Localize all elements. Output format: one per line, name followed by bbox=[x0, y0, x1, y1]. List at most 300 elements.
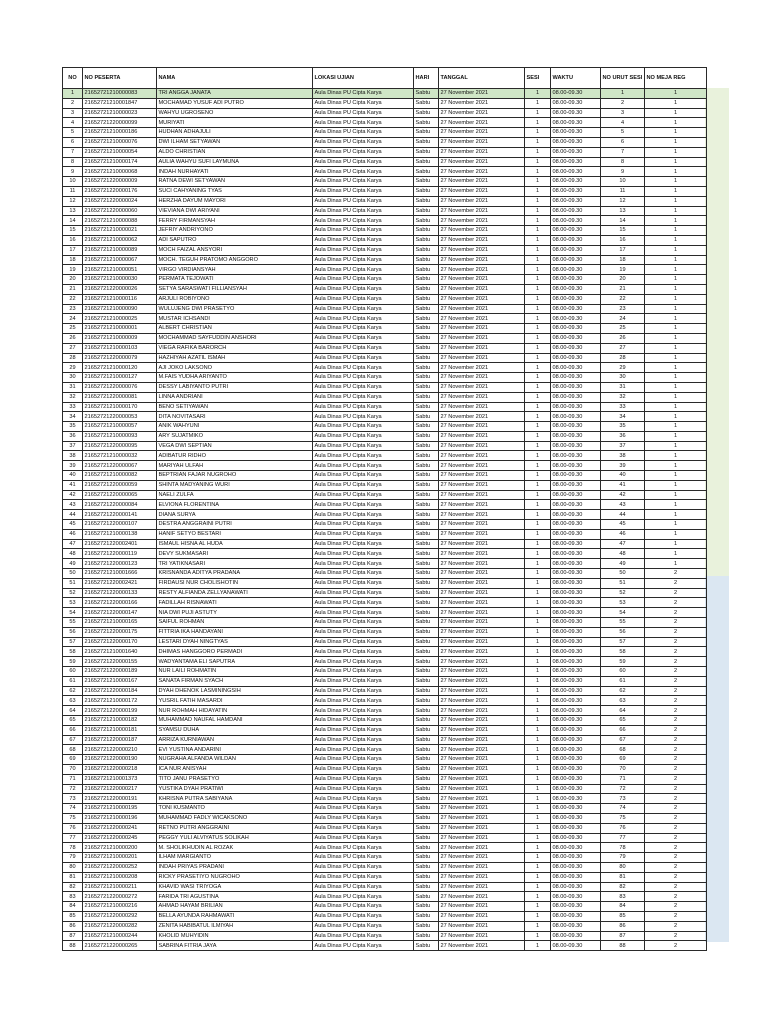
cell-hari: Sabtu bbox=[414, 725, 439, 735]
cell-tanggal: 27 November 2021 bbox=[439, 941, 525, 951]
cell-no-peserta: 21652721210000009 bbox=[83, 333, 157, 343]
cell-lokasi-ujian: Aula Dinas PU Cipta Karya bbox=[313, 490, 414, 500]
cell-nama: ANIK WAHYUNI bbox=[157, 422, 313, 432]
cell-sesi: 1 bbox=[525, 471, 551, 481]
cell-hari: Sabtu bbox=[414, 755, 439, 765]
cell-no-urut-sesi: 16 bbox=[601, 235, 645, 245]
table-row bbox=[63, 324, 707, 334]
table-row bbox=[63, 177, 707, 187]
cell-no-peserta: 21652721220000176 bbox=[83, 186, 157, 196]
cell-no-meja-reg: 1 bbox=[645, 559, 707, 569]
cell-hari: Sabtu bbox=[414, 559, 439, 569]
cell-no-peserta: 21652721220000155 bbox=[83, 657, 157, 667]
cell-waktu: 08.00-09.30 bbox=[551, 304, 601, 314]
cell-no-meja-reg: 1 bbox=[645, 147, 707, 157]
table-row bbox=[63, 137, 707, 147]
cell-no-peserta: 21652721220000067 bbox=[83, 461, 157, 471]
cell-no-meja-reg: 1 bbox=[645, 431, 707, 441]
table-row bbox=[63, 598, 707, 608]
cell-waktu: 08.00-09.30 bbox=[551, 412, 601, 422]
cell-no-peserta: 21652721210000200 bbox=[83, 843, 157, 853]
cell-lokasi-ujian: Aula Dinas PU Cipta Karya bbox=[313, 618, 414, 628]
cell-no: 25 bbox=[63, 324, 83, 334]
cell-lokasi-ujian: Aula Dinas PU Cipta Karya bbox=[313, 647, 414, 657]
cell-no: 69 bbox=[63, 755, 83, 765]
cell-lokasi-ujian: Aula Dinas PU Cipta Karya bbox=[313, 363, 414, 373]
cell-lokasi-ujian: Aula Dinas PU Cipta Karya bbox=[313, 294, 414, 304]
cell-waktu: 08.00-09.30 bbox=[551, 422, 601, 432]
cell-no-peserta: 21652721210001373 bbox=[83, 774, 157, 784]
cell-no-meja-reg: 1 bbox=[645, 392, 707, 402]
cell-hari: Sabtu bbox=[414, 265, 439, 275]
cell-no: 24 bbox=[63, 314, 83, 324]
cell-hari: Sabtu bbox=[414, 706, 439, 716]
cell-no-urut-sesi: 34 bbox=[601, 412, 645, 422]
cell-sesi: 1 bbox=[525, 931, 551, 941]
header-sesi: SESI bbox=[525, 68, 551, 89]
cell-lokasi-ujian: Aula Dinas PU Cipta Karya bbox=[313, 431, 414, 441]
cell-tanggal: 27 November 2021 bbox=[439, 755, 525, 765]
cell-no: 58 bbox=[63, 647, 83, 657]
cell-waktu: 08.00-09.30 bbox=[551, 255, 601, 265]
cell-no-peserta: 21652721210000001 bbox=[83, 324, 157, 334]
cell-no-meja-reg: 1 bbox=[645, 265, 707, 275]
cell-nama: YUSRIL FATIH MASARDI bbox=[157, 696, 313, 706]
cell-no-urut-sesi: 36 bbox=[601, 431, 645, 441]
cell-nama: MUSTAR ICHSANDI bbox=[157, 314, 313, 324]
cell-hari: Sabtu bbox=[414, 245, 439, 255]
cell-tanggal: 27 November 2021 bbox=[439, 872, 525, 882]
cell-nama: MOCH. TEGUH PRATOMO ANGGORO bbox=[157, 255, 313, 265]
cell-no: 47 bbox=[63, 539, 83, 549]
table-row bbox=[63, 559, 707, 569]
header-no: NO bbox=[63, 68, 83, 89]
cell-nama: DITA NOVITASARI bbox=[157, 412, 313, 422]
cell-no-peserta: 21652721210000167 bbox=[83, 676, 157, 686]
cell-hari: Sabtu bbox=[414, 461, 439, 471]
cell-nama: ARRIZA KURNIAWAN bbox=[157, 735, 313, 745]
cell-sesi: 1 bbox=[525, 892, 551, 902]
cell-no-urut-sesi: 29 bbox=[601, 363, 645, 373]
cell-waktu: 08.00-09.30 bbox=[551, 598, 601, 608]
cell-nama: WADYANTAMA ELI SAPUTRA bbox=[157, 657, 313, 667]
cell-tanggal: 27 November 2021 bbox=[439, 255, 525, 265]
cell-lokasi-ujian: Aula Dinas PU Cipta Karya bbox=[313, 539, 414, 549]
cell-tanggal: 27 November 2021 bbox=[439, 823, 525, 833]
cell-waktu: 08.00-09.30 bbox=[551, 98, 601, 108]
cell-no-urut-sesi: 81 bbox=[601, 872, 645, 882]
cell-no-peserta: 21652721210000172 bbox=[83, 696, 157, 706]
cell-no: 75 bbox=[63, 813, 83, 823]
cell-tanggal: 27 November 2021 bbox=[439, 461, 525, 471]
table-row bbox=[63, 823, 707, 833]
cell-no-peserta: 21652721210000030 bbox=[83, 275, 157, 285]
cell-tanggal: 27 November 2021 bbox=[439, 608, 525, 618]
cell-no-meja-reg: 2 bbox=[645, 676, 707, 686]
cell-no-meja-reg: 1 bbox=[645, 422, 707, 432]
cell-nama: SHINTA MADYANING WURI bbox=[157, 480, 313, 490]
cell-no: 86 bbox=[63, 921, 83, 931]
cell-nama: DESSY LABIYANTO PUTRI bbox=[157, 382, 313, 392]
table-row bbox=[63, 147, 707, 157]
cell-no-meja-reg: 2 bbox=[645, 745, 707, 755]
cell-hari: Sabtu bbox=[414, 588, 439, 598]
cell-no-urut-sesi: 86 bbox=[601, 921, 645, 931]
table-row bbox=[63, 529, 707, 539]
cell-nama: RESTY ALFIANDA ZELLYANAWATI bbox=[157, 588, 313, 598]
cell-no: 48 bbox=[63, 549, 83, 559]
cell-nama: TRI YATIKNASARI bbox=[157, 559, 313, 569]
cell-nama: ALDO CHRISTIAN bbox=[157, 147, 313, 157]
table-row bbox=[63, 89, 707, 99]
cell-no-urut-sesi: 52 bbox=[601, 588, 645, 598]
cell-hari: Sabtu bbox=[414, 137, 439, 147]
cell-tanggal: 27 November 2021 bbox=[439, 804, 525, 814]
table-row bbox=[63, 549, 707, 559]
cell-no: 87 bbox=[63, 931, 83, 941]
cell-sesi: 1 bbox=[525, 725, 551, 735]
cell-nama: FARIDA TRI AGUSTINA bbox=[157, 892, 313, 902]
cell-no-meja-reg: 2 bbox=[645, 862, 707, 872]
cell-no-urut-sesi: 54 bbox=[601, 608, 645, 618]
cell-tanggal: 27 November 2021 bbox=[439, 578, 525, 588]
cell-no-urut-sesi: 21 bbox=[601, 284, 645, 294]
table-row bbox=[63, 745, 707, 755]
cell-no-urut-sesi: 77 bbox=[601, 833, 645, 843]
cell-hari: Sabtu bbox=[414, 216, 439, 226]
cell-no-peserta: 21652721220000065 bbox=[83, 490, 157, 500]
cell-lokasi-ujian: Aula Dinas PU Cipta Karya bbox=[313, 353, 414, 363]
cell-sesi: 1 bbox=[525, 353, 551, 363]
cell-hari: Sabtu bbox=[414, 911, 439, 921]
cell-no: 26 bbox=[63, 333, 83, 343]
table-row bbox=[63, 265, 707, 275]
cell-lokasi-ujian: Aula Dinas PU Cipta Karya bbox=[313, 921, 414, 931]
cell-no-meja-reg: 2 bbox=[645, 716, 707, 726]
cell-nama: HAZHIYAH AZATIL ISMAH bbox=[157, 353, 313, 363]
cell-sesi: 1 bbox=[525, 167, 551, 177]
cell-lokasi-ujian: Aula Dinas PU Cipta Karya bbox=[313, 843, 414, 853]
cell-hari: Sabtu bbox=[414, 657, 439, 667]
cell-no-peserta: 21652721210000025 bbox=[83, 314, 157, 324]
cell-no-urut-sesi: 7 bbox=[601, 147, 645, 157]
cell-sesi: 1 bbox=[525, 706, 551, 716]
cell-waktu: 08.00-09.30 bbox=[551, 813, 601, 823]
cell-no-meja-reg: 2 bbox=[645, 902, 707, 912]
cell-sesi: 1 bbox=[525, 284, 551, 294]
cell-sesi: 1 bbox=[525, 549, 551, 559]
cell-sesi: 1 bbox=[525, 578, 551, 588]
cell-no-peserta: 21652721220000175 bbox=[83, 627, 157, 637]
table-row bbox=[63, 911, 707, 921]
cell-sesi: 1 bbox=[525, 196, 551, 206]
cell-no: 49 bbox=[63, 559, 83, 569]
cell-no-urut-sesi: 51 bbox=[601, 578, 645, 588]
cell-sesi: 1 bbox=[525, 539, 551, 549]
cell-no: 62 bbox=[63, 686, 83, 696]
cell-nama: SUCI CAHYANING TYAS bbox=[157, 186, 313, 196]
cell-no-meja-reg: 1 bbox=[645, 118, 707, 128]
cell-tanggal: 27 November 2021 bbox=[439, 921, 525, 931]
cell-no: 9 bbox=[63, 167, 83, 177]
cell-sesi: 1 bbox=[525, 755, 551, 765]
cell-tanggal: 27 November 2021 bbox=[439, 774, 525, 784]
cell-hari: Sabtu bbox=[414, 510, 439, 520]
cell-no: 39 bbox=[63, 461, 83, 471]
cell-sesi: 1 bbox=[525, 745, 551, 755]
cell-hari: Sabtu bbox=[414, 422, 439, 432]
cell-no-urut-sesi: 79 bbox=[601, 853, 645, 863]
cell-sesi: 1 bbox=[525, 872, 551, 882]
cell-hari: Sabtu bbox=[414, 686, 439, 696]
table-row bbox=[63, 245, 707, 255]
table-row bbox=[63, 637, 707, 647]
cell-sesi: 1 bbox=[525, 226, 551, 236]
cell-no-meja-reg: 1 bbox=[645, 373, 707, 383]
cell-no-peserta: 21652721210000062 bbox=[83, 235, 157, 245]
cell-no: 31 bbox=[63, 382, 83, 392]
cell-no-meja-reg: 2 bbox=[645, 725, 707, 735]
cell-no-urut-sesi: 1 bbox=[601, 89, 645, 99]
table-row bbox=[63, 431, 707, 441]
cell-no-urut-sesi: 66 bbox=[601, 725, 645, 735]
cell-no-urut-sesi: 49 bbox=[601, 559, 645, 569]
cell-hari: Sabtu bbox=[414, 539, 439, 549]
cell-hari: Sabtu bbox=[414, 147, 439, 157]
cell-waktu: 08.00-09.30 bbox=[551, 706, 601, 716]
cell-nama: TONI KUSMANTO bbox=[157, 804, 313, 814]
cell-lokasi-ujian: Aula Dinas PU Cipta Karya bbox=[313, 128, 414, 138]
cell-no-peserta: 21652721210000093 bbox=[83, 431, 157, 441]
cell-lokasi-ujian: Aula Dinas PU Cipta Karya bbox=[313, 637, 414, 647]
table-row bbox=[63, 118, 707, 128]
cell-hari: Sabtu bbox=[414, 813, 439, 823]
cell-no-meja-reg: 2 bbox=[645, 598, 707, 608]
table-row bbox=[63, 471, 707, 481]
cell-sesi: 1 bbox=[525, 588, 551, 598]
cell-lokasi-ujian: Aula Dinas PU Cipta Karya bbox=[313, 529, 414, 539]
cell-waktu: 08.00-09.30 bbox=[551, 764, 601, 774]
cell-waktu: 08.00-09.30 bbox=[551, 853, 601, 863]
cell-no-meja-reg: 1 bbox=[645, 520, 707, 530]
cell-lokasi-ujian: Aula Dinas PU Cipta Karya bbox=[313, 657, 414, 667]
cell-nama: SYAMSU DUHA bbox=[157, 725, 313, 735]
cell-hari: Sabtu bbox=[414, 578, 439, 588]
cell-lokasi-ujian: Aula Dinas PU Cipta Karya bbox=[313, 804, 414, 814]
cell-hari: Sabtu bbox=[414, 569, 439, 579]
cell-waktu: 08.00-09.30 bbox=[551, 529, 601, 539]
table-row bbox=[63, 226, 707, 236]
cell-waktu: 08.00-09.30 bbox=[551, 108, 601, 118]
cell-no-urut-sesi: 61 bbox=[601, 676, 645, 686]
cell-lokasi-ujian: Aula Dinas PU Cipta Karya bbox=[313, 324, 414, 334]
cell-lokasi-ujian: Aula Dinas PU Cipta Karya bbox=[313, 706, 414, 716]
cell-no-peserta: 21652721210000186 bbox=[83, 128, 157, 138]
cell-no-urut-sesi: 69 bbox=[601, 755, 645, 765]
cell-hari: Sabtu bbox=[414, 892, 439, 902]
cell-hari: Sabtu bbox=[414, 431, 439, 441]
cell-no-peserta: 21652721210001666 bbox=[83, 569, 157, 579]
cell-no-meja-reg: 1 bbox=[645, 363, 707, 373]
cell-hari: Sabtu bbox=[414, 343, 439, 353]
cell-no-urut-sesi: 73 bbox=[601, 794, 645, 804]
cell-no-meja-reg: 2 bbox=[645, 627, 707, 637]
cell-no-peserta: 21652721210000120 bbox=[83, 363, 157, 373]
cell-no: 20 bbox=[63, 275, 83, 285]
cell-lokasi-ujian: Aula Dinas PU Cipta Karya bbox=[313, 735, 414, 745]
cell-nama: MURIYATI bbox=[157, 118, 313, 128]
table-row bbox=[63, 128, 707, 138]
cell-no-meja-reg: 2 bbox=[645, 853, 707, 863]
cell-no: 85 bbox=[63, 911, 83, 921]
cell-nama: MOCHAMMAD SAYFUDDIN ANSHORI bbox=[157, 333, 313, 343]
cell-no-peserta: 21652721220000265 bbox=[83, 941, 157, 951]
table-row bbox=[63, 480, 707, 490]
cell-sesi: 1 bbox=[525, 696, 551, 706]
header-row bbox=[63, 68, 707, 89]
cell-no-peserta: 21652721210000196 bbox=[83, 813, 157, 823]
cell-tanggal: 27 November 2021 bbox=[439, 588, 525, 598]
cell-tanggal: 27 November 2021 bbox=[439, 618, 525, 628]
cell-no-meja-reg: 2 bbox=[645, 921, 707, 931]
cell-tanggal: 27 November 2021 bbox=[439, 275, 525, 285]
cell-waktu: 08.00-09.30 bbox=[551, 402, 601, 412]
cell-nama: BEPTRIAN FAJAR NUGROHO bbox=[157, 471, 313, 481]
cell-hari: Sabtu bbox=[414, 676, 439, 686]
cell-hari: Sabtu bbox=[414, 598, 439, 608]
cell-no-peserta: 21652721220000166 bbox=[83, 598, 157, 608]
cell-tanggal: 27 November 2021 bbox=[439, 882, 525, 892]
cell-nama: KHRISNA PUTRA SABIYANA bbox=[157, 794, 313, 804]
cell-tanggal: 27 November 2021 bbox=[439, 598, 525, 608]
cell-lokasi-ujian: Aula Dinas PU Cipta Karya bbox=[313, 441, 414, 451]
cell-nama: MOCHAMAD YUSUF ADI PUTRO bbox=[157, 98, 313, 108]
cell-waktu: 08.00-09.30 bbox=[551, 353, 601, 363]
header-hari: HARI bbox=[414, 68, 439, 89]
cell-lokasi-ujian: Aula Dinas PU Cipta Karya bbox=[313, 784, 414, 794]
cell-lokasi-ujian: Aula Dinas PU Cipta Karya bbox=[313, 882, 414, 892]
cell-no-meja-reg: 1 bbox=[645, 235, 707, 245]
cell-sesi: 1 bbox=[525, 716, 551, 726]
cell-nama: WULUJENG DWI PRASETYO bbox=[157, 304, 313, 314]
table-row bbox=[63, 833, 707, 843]
cell-no-peserta: 21652721210000082 bbox=[83, 471, 157, 481]
cell-no: 10 bbox=[63, 177, 83, 187]
cell-nama: ADI SAPUTRO bbox=[157, 235, 313, 245]
cell-sesi: 1 bbox=[525, 422, 551, 432]
cell-lokasi-ujian: Aula Dinas PU Cipta Karya bbox=[313, 167, 414, 177]
cell-waktu: 08.00-09.30 bbox=[551, 794, 601, 804]
cell-no: 19 bbox=[63, 265, 83, 275]
cell-no-meja-reg: 1 bbox=[645, 353, 707, 363]
cell-sesi: 1 bbox=[525, 186, 551, 196]
cell-no-urut-sesi: 40 bbox=[601, 471, 645, 481]
cell-no-meja-reg: 1 bbox=[645, 226, 707, 236]
cell-hari: Sabtu bbox=[414, 363, 439, 373]
cell-no: 44 bbox=[63, 510, 83, 520]
cell-nama: AHMAD HAYAM BRILIAN bbox=[157, 902, 313, 912]
cell-no-meja-reg: 1 bbox=[645, 529, 707, 539]
cell-tanggal: 27 November 2021 bbox=[439, 265, 525, 275]
cell-hari: Sabtu bbox=[414, 833, 439, 843]
cell-tanggal: 27 November 2021 bbox=[439, 539, 525, 549]
table-row bbox=[63, 706, 707, 716]
cell-sesi: 1 bbox=[525, 598, 551, 608]
cell-lokasi-ujian: Aula Dinas PU Cipta Karya bbox=[313, 255, 414, 265]
cell-no-peserta: 21652721220000133 bbox=[83, 588, 157, 598]
cell-waktu: 08.00-09.30 bbox=[551, 275, 601, 285]
cell-tanggal: 27 November 2021 bbox=[439, 657, 525, 667]
cell-no-urut-sesi: 32 bbox=[601, 392, 645, 402]
cell-no-urut-sesi: 55 bbox=[601, 618, 645, 628]
cell-no-peserta: 21652721220000245 bbox=[83, 833, 157, 843]
cell-no-urut-sesi: 33 bbox=[601, 402, 645, 412]
cell-no-peserta: 21652721220000184 bbox=[83, 686, 157, 696]
cell-no-peserta: 21652721220000141 bbox=[83, 510, 157, 520]
cell-sesi: 1 bbox=[525, 784, 551, 794]
cell-no-meja-reg: 1 bbox=[645, 324, 707, 334]
table-row bbox=[63, 284, 707, 294]
cell-waktu: 08.00-09.30 bbox=[551, 716, 601, 726]
table-row bbox=[63, 363, 707, 373]
cell-no-urut-sesi: 19 bbox=[601, 265, 645, 275]
cell-no-peserta: 21652721220000252 bbox=[83, 862, 157, 872]
table-row bbox=[63, 196, 707, 206]
cell-tanggal: 27 November 2021 bbox=[439, 118, 525, 128]
cell-no: 71 bbox=[63, 774, 83, 784]
cell-waktu: 08.00-09.30 bbox=[551, 941, 601, 951]
cell-no: 16 bbox=[63, 235, 83, 245]
cell-sesi: 1 bbox=[525, 275, 551, 285]
header-tanggal: TANGGAL bbox=[439, 68, 525, 89]
cell-no: 59 bbox=[63, 657, 83, 667]
cell-no-meja-reg: 2 bbox=[645, 843, 707, 853]
cell-nama: ICA NUR ANISYAH bbox=[157, 764, 313, 774]
cell-no-urut-sesi: 27 bbox=[601, 343, 645, 353]
cell-no: 84 bbox=[63, 902, 83, 912]
cell-waktu: 08.00-09.30 bbox=[551, 539, 601, 549]
cell-nama: ZENITA HABIBATUL ILMIYAH bbox=[157, 921, 313, 931]
cell-hari: Sabtu bbox=[414, 128, 439, 138]
cell-no-meja-reg: 2 bbox=[645, 882, 707, 892]
cell-no-meja-reg: 2 bbox=[645, 696, 707, 706]
cell-tanggal: 27 November 2021 bbox=[439, 382, 525, 392]
cell-no: 73 bbox=[63, 794, 83, 804]
cell-lokasi-ujian: Aula Dinas PU Cipta Karya bbox=[313, 480, 414, 490]
cell-waktu: 08.00-09.30 bbox=[551, 921, 601, 931]
cell-no-peserta: 21652721220000272 bbox=[83, 892, 157, 902]
cell-tanggal: 27 November 2021 bbox=[439, 402, 525, 412]
cell-sesi: 1 bbox=[525, 911, 551, 921]
cell-no: 23 bbox=[63, 304, 83, 314]
cell-hari: Sabtu bbox=[414, 206, 439, 216]
cell-waktu: 08.00-09.30 bbox=[551, 314, 601, 324]
cell-no: 41 bbox=[63, 480, 83, 490]
table-row bbox=[63, 108, 707, 118]
cell-no-meja-reg: 2 bbox=[645, 755, 707, 765]
table-row bbox=[63, 206, 707, 216]
cell-no-urut-sesi: 8 bbox=[601, 157, 645, 167]
cell-hari: Sabtu bbox=[414, 843, 439, 853]
cell-nama: WAHYU UGROSENO bbox=[157, 108, 313, 118]
cell-nama: SABRINA FITRIA JAYA bbox=[157, 941, 313, 951]
cell-hari: Sabtu bbox=[414, 353, 439, 363]
cell-no: 17 bbox=[63, 245, 83, 255]
cell-hari: Sabtu bbox=[414, 745, 439, 755]
cell-no: 46 bbox=[63, 529, 83, 539]
cell-nama: DEVY SUKMASARI bbox=[157, 549, 313, 559]
cell-sesi: 1 bbox=[525, 363, 551, 373]
